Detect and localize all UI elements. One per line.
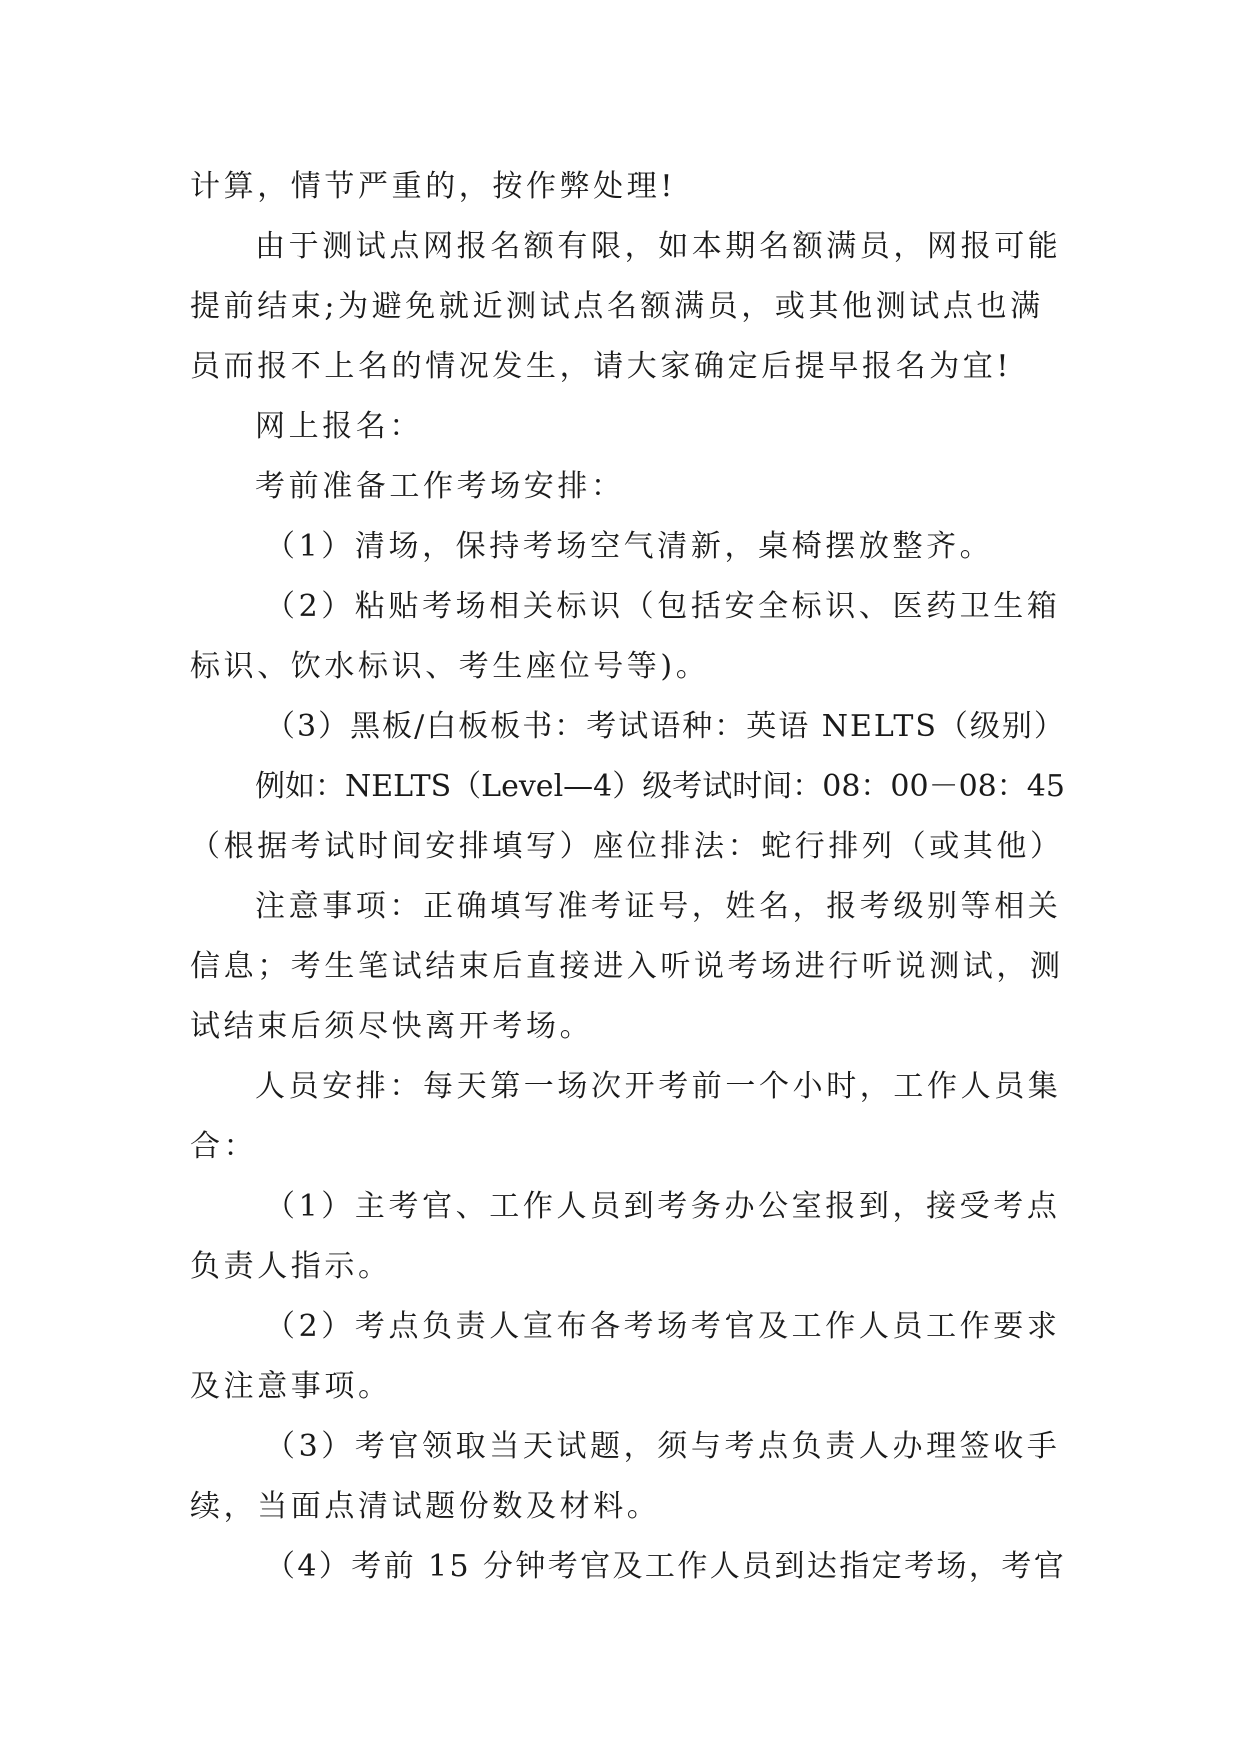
text-line: 提前结束;为避免就近测试点名额满员，或其他测试点也满	[190, 289, 1044, 324]
text-line: （4）考前 15 分钟考官及工作人员到达指定考场，考官	[265, 1549, 1067, 1584]
text-line: 合：	[190, 1129, 258, 1164]
text-line: 信息；考生笔试结束后直接进入听说考场进行听说测试，测	[190, 949, 1064, 984]
text-line: 及注意事项。	[190, 1369, 392, 1404]
text-line: （1）主考官、工作人员到考务办公室报到，接受考点	[265, 1189, 1061, 1224]
text-line: 负责人指示。	[190, 1249, 392, 1284]
text-line: 计算，情节严重的，按作弊处理!	[190, 169, 677, 204]
text-line: 人员安排：每天第一场次开考前一个小时，工作人员集	[255, 1069, 1062, 1104]
text-line: （1）清场，保持考场空气清新，桌椅摆放整齐。	[265, 529, 994, 564]
text-line: （2）粘贴考场相关标识（包括安全标识、医药卫生箱	[265, 589, 1061, 624]
text-line: 员而报不上名的情况发生，请大家确定后提早报名为宜!	[190, 349, 1013, 384]
text-line: 试结束后须尽快离开考场。	[190, 1009, 594, 1044]
text-line: 考前准备工作考场安排：	[255, 469, 625, 504]
text-line: （2）考点负责人宣布各考场考官及工作人员工作要求	[265, 1309, 1061, 1344]
text-line: （3）黑板/白板板书：考试语种：英语 NELTS（级别）	[265, 709, 1066, 744]
text-line: 例如：NELTS（Level—4）级考试时间：08：00－08：45	[255, 769, 1065, 804]
text-line: 注意事项：正确填写准考证号，姓名，报考级别等相关	[255, 889, 1062, 924]
text-line: （3）考官领取当天试题，须与考点负责人办理签收手	[265, 1429, 1061, 1464]
text-line: 续，当面点清试题份数及材料。	[190, 1489, 661, 1524]
text-line: （根据考试时间安排填写）座位排法：蛇行排列（或其他）	[190, 829, 1064, 864]
text-line: 标识、饮水标识、考生座位号等)。	[190, 649, 710, 684]
text-line: 网上报名：	[255, 409, 423, 444]
text-line: 由于测试点网报名额有限，如本期名额满员，网报可能	[255, 229, 1062, 264]
